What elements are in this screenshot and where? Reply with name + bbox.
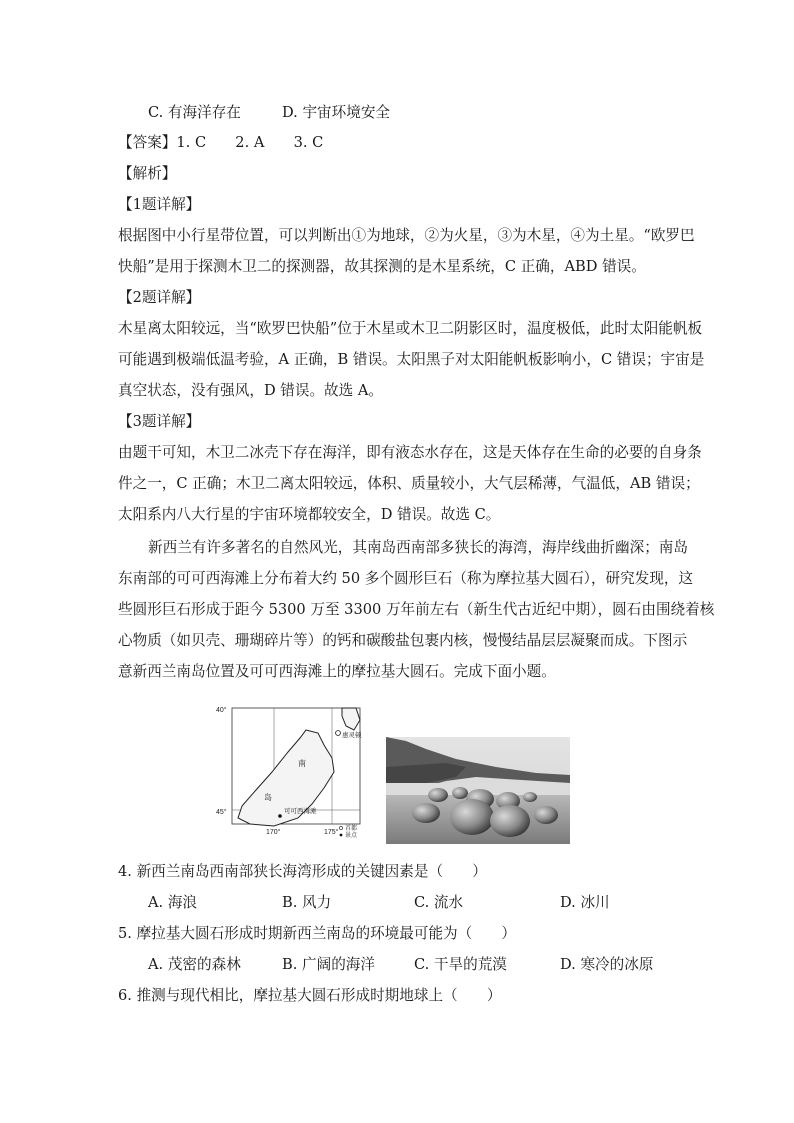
question-4-stem: 4. 新西兰南岛西南部狭长海湾形成的关键因素是（ ） [118, 863, 487, 880]
beach-label: 可可西海滩 [284, 808, 317, 815]
q2-line-1: 木星离太阳较远，当“欧罗巴快船”位于木星或木卫二阴影区时，温度极低，此时太阳能帆板 [118, 320, 703, 337]
map-label-nan: 南 [298, 759, 306, 768]
lon-175-label: 175° [324, 829, 339, 836]
q5-option-c: C. 干旱的荒漠 [414, 956, 507, 973]
passage-line-3: 些圆形巨石形成于距今 5300 万至 3300 万年前左右（新生代古近纪中期），圆石由围绕着核 [118, 601, 715, 618]
passage-line-4: 心物质（如贝壳、珊瑚碎片等）的钙和碳酸盐包裹内核，慢慢结晶层层凝聚而成。下图示 [118, 632, 688, 649]
q2-line-2: 可能遇到极端低温考验，A 正确，B 错误。太阳黑子对太阳能帆板影响小，C 错误；宇宙是 [118, 351, 705, 368]
question-5-stem: 5. 摩拉基大圆石形成时期新西兰南岛的环境最可能为（ ） [118, 925, 517, 942]
q4-option-d: D. 冰川 [560, 894, 610, 911]
question-6-stem: 6. 推测与现代相比，摩拉基大圆石形成时期地球上（ ） [118, 987, 502, 1004]
q1-heading: 【1题详解】 [118, 196, 201, 213]
q4-option-c: C. 流水 [414, 894, 464, 911]
lat-45-label: 45° [216, 809, 227, 816]
q1-line-1: 根据图中小行星带位置，可以判断出①为地球，②为火星，③为木星，④为土星。“欧罗巴 [118, 227, 695, 244]
q2-heading: 【2题详解】 [118, 289, 201, 306]
q3-line-3: 太阳系内八大行星的宇宙环境都较安全，D 错误。故选 C。 [118, 506, 501, 523]
lon-170-label: 170° [266, 829, 281, 836]
map-label-dao: 岛 [264, 793, 272, 802]
q3-line-2: 件之一，C 正确；木卫二离太阳较远，体积、质量较小，大气层稀薄，气温低，AB 错误； [118, 475, 700, 492]
passage-line-1: 新西兰有许多著名的自然风光，其南岛西南部多狭长的海湾，海岸线曲折幽深；南岛 [148, 539, 688, 556]
analysis-heading: 【解析】 [118, 165, 177, 182]
south-island-map [214, 700, 374, 840]
answer-line: 【答案】1. C 2. A 3. C [118, 134, 324, 151]
q5-option-b: B. 广阔的海洋 [282, 956, 375, 973]
passage-line-2: 东南部的可可西海滩上分布着大约 50 多个圆形巨石（称为摩拉基大圆石），研究发现，这 [118, 570, 694, 587]
q5-option-d: D. 寒冷的冰原 [560, 956, 654, 973]
legend-capital: 首都 [345, 826, 358, 832]
q5-option-a: A. 茂密的森林 [148, 956, 241, 973]
passage-line-5: 意新西兰南岛位置及可可西海滩上的摩拉基大圆石。完成下面小题。 [118, 663, 556, 680]
q3-line-1: 由题干可知，木卫二冰壳下存在海洋，即有液态水存在，这是天体存在生命的必要的自身条 [118, 444, 702, 461]
lat-40-label: 40° [216, 707, 227, 714]
q1-line-2: 快船”是用于探测木卫二的探测器，故其探测的是木星系统，C 正确，ABD 错误。 [118, 258, 646, 275]
q3-heading: 【3题详解】 [118, 413, 201, 430]
legend-spot: 景点 [345, 833, 358, 839]
q4-option-a: A. 海浪 [148, 894, 198, 911]
q2-line-3: 真空状态，没有强风，D 错误。故选 A。 [118, 382, 384, 399]
boulders-photo [386, 737, 570, 844]
option-c: C. 有海洋存在 [148, 104, 241, 121]
option-d: D. 宇宙环境安全 [282, 104, 391, 121]
q4-option-b: B. 风力 [282, 894, 332, 911]
capital-label: 惠灵顿 [342, 732, 362, 739]
